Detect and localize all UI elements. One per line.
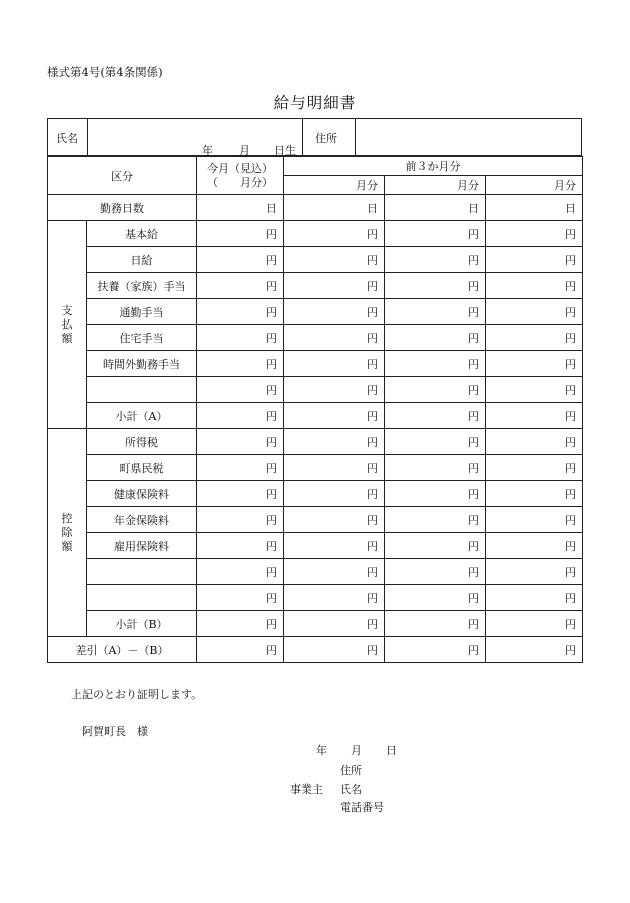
yen-cell: 円 xyxy=(284,611,385,637)
yen-cell: 円 xyxy=(486,273,583,299)
payment-item-label: 時間外勤務手当 xyxy=(87,351,197,377)
yen-cell: 円 xyxy=(486,455,583,481)
day-cell: 日 xyxy=(385,195,486,221)
yen-cell: 円 xyxy=(197,377,284,403)
yen-cell: 円 xyxy=(197,299,284,325)
net-label: 差引（A）－（B） xyxy=(48,637,197,663)
yen-cell: 円 xyxy=(385,221,486,247)
document-title: 給与明細書 xyxy=(273,94,357,112)
divider xyxy=(87,119,88,155)
deduction-item-label: 町県民税 xyxy=(87,455,197,481)
addressee: 阿賀町長 様 xyxy=(82,725,148,738)
deduction-row xyxy=(48,559,583,585)
yen-cell: 円 xyxy=(197,585,284,611)
yen-cell: 円 xyxy=(197,481,284,507)
deduction-group-label: 控除額 xyxy=(48,429,87,637)
payment-row xyxy=(48,325,583,351)
yen-cell: 円 xyxy=(197,637,284,663)
yen-cell: 円 xyxy=(197,351,284,377)
yen-cell: 円 xyxy=(486,351,583,377)
yen-cell: 円 xyxy=(197,533,284,559)
birth-day-label: 日生 xyxy=(274,144,296,157)
yen-cell: 円 xyxy=(385,585,486,611)
prev-months-header: 前３か月分 xyxy=(284,157,583,176)
divider xyxy=(355,119,356,155)
yen-cell: 円 xyxy=(197,273,284,299)
payment-item-label: 通勤手当 xyxy=(87,299,197,325)
payment-item-label: 基本給 xyxy=(87,221,197,247)
payment-row xyxy=(48,299,583,325)
deduction-item-label xyxy=(87,559,197,585)
yen-cell: 円 xyxy=(284,247,385,273)
yen-cell: 円 xyxy=(284,377,385,403)
yen-cell: 円 xyxy=(385,429,486,455)
payment-row xyxy=(48,403,583,429)
payment-row xyxy=(48,377,583,403)
employer-name-label: 氏名 xyxy=(340,783,362,796)
payment-item-label xyxy=(87,377,197,403)
yen-cell: 円 xyxy=(284,455,385,481)
yen-cell: 円 xyxy=(486,299,583,325)
divider xyxy=(302,119,303,155)
current-month-header: 今月（見込） （ 月分） xyxy=(197,157,284,195)
yen-cell: 円 xyxy=(385,533,486,559)
yen-cell: 円 xyxy=(284,559,385,585)
date-line: 年 月 日 xyxy=(316,744,397,757)
payment-row xyxy=(48,221,583,247)
yen-cell: 円 xyxy=(385,299,486,325)
yen-cell: 円 xyxy=(284,403,385,429)
certification-text: 上記のとおり証明します。 xyxy=(71,688,203,701)
yen-cell: 円 xyxy=(385,403,486,429)
yen-cell: 円 xyxy=(197,455,284,481)
day-cell: 日 xyxy=(486,195,583,221)
yen-cell: 円 xyxy=(197,559,284,585)
payment-item-label: 小計（A） xyxy=(87,403,197,429)
yen-cell: 円 xyxy=(385,559,486,585)
deduction-row xyxy=(48,611,583,637)
yen-cell: 円 xyxy=(486,247,583,273)
prev-month-2-header: 月分 xyxy=(385,176,486,195)
yen-cell: 円 xyxy=(197,325,284,351)
yen-cell: 円 xyxy=(197,403,284,429)
employer-address-label: 住所 xyxy=(340,764,362,777)
yen-cell: 円 xyxy=(385,377,486,403)
yen-cell: 円 xyxy=(385,507,486,533)
deduction-item-label: 健康保険料 xyxy=(87,481,197,507)
employer-tel-label: 電話番号 xyxy=(340,801,384,814)
yen-cell: 円 xyxy=(385,351,486,377)
payment-item-label: 住宅手当 xyxy=(87,325,197,351)
deduction-item-label: 所得税 xyxy=(87,429,197,455)
yen-cell: 円 xyxy=(385,455,486,481)
day-cell: 日 xyxy=(197,195,284,221)
deduction-row xyxy=(48,585,583,611)
deduction-item-label: 雇用保険料 xyxy=(87,533,197,559)
yen-cell: 円 xyxy=(197,611,284,637)
yen-cell: 円 xyxy=(197,429,284,455)
yen-cell: 円 xyxy=(486,481,583,507)
yen-cell: 円 xyxy=(385,325,486,351)
prev-month-1-header: 月分 xyxy=(284,176,385,195)
payment-row xyxy=(48,247,583,273)
yen-cell: 円 xyxy=(486,533,583,559)
deduction-item-label xyxy=(87,585,197,611)
deduction-row xyxy=(48,481,583,507)
deduction-item-label: 小計（B） xyxy=(87,611,197,637)
payment-item-label: 扶養（家族）手当 xyxy=(87,273,197,299)
yen-cell: 円 xyxy=(486,585,583,611)
deduction-row xyxy=(48,455,583,481)
yen-cell: 円 xyxy=(385,481,486,507)
yen-cell: 円 xyxy=(486,325,583,351)
payment-row xyxy=(48,273,583,299)
yen-cell: 円 xyxy=(486,377,583,403)
work-days-row xyxy=(48,195,583,221)
payment-row xyxy=(48,351,583,377)
yen-cell: 円 xyxy=(486,611,583,637)
birth-year-label: 年 xyxy=(202,144,213,157)
name-label: 氏名 xyxy=(56,132,78,145)
deduction-row xyxy=(48,507,583,533)
yen-cell: 円 xyxy=(284,481,385,507)
net-row xyxy=(48,637,583,663)
address-label: 住所 xyxy=(315,132,337,145)
yen-cell: 円 xyxy=(284,533,385,559)
day-cell: 日 xyxy=(284,195,385,221)
payment-item-label: 日給 xyxy=(87,247,197,273)
yen-cell: 円 xyxy=(197,507,284,533)
deduction-row xyxy=(48,533,583,559)
yen-cell: 円 xyxy=(284,325,385,351)
payment-group-label: 支払額 xyxy=(48,221,87,429)
yen-cell: 円 xyxy=(385,637,486,663)
yen-cell: 円 xyxy=(197,247,284,273)
yen-cell: 円 xyxy=(385,247,486,273)
yen-cell: 円 xyxy=(486,429,583,455)
work-days-label: 勤務日数 xyxy=(48,195,197,221)
yen-cell: 円 xyxy=(284,221,385,247)
yen-cell: 円 xyxy=(284,351,385,377)
yen-cell: 円 xyxy=(486,507,583,533)
category-header: 区分 xyxy=(48,157,197,195)
prev-month-3-header: 月分 xyxy=(486,176,583,195)
yen-cell: 円 xyxy=(284,507,385,533)
employer-label: 事業主 xyxy=(290,783,323,796)
deduction-row xyxy=(48,429,583,455)
yen-cell: 円 xyxy=(486,559,583,585)
yen-cell: 円 xyxy=(197,221,284,247)
yen-cell: 円 xyxy=(284,429,385,455)
yen-cell: 円 xyxy=(385,273,486,299)
yen-cell: 円 xyxy=(284,299,385,325)
birth-month-label: 月 xyxy=(239,144,250,157)
yen-cell: 円 xyxy=(284,637,385,663)
yen-cell: 円 xyxy=(385,611,486,637)
yen-cell: 円 xyxy=(486,221,583,247)
yen-cell: 円 xyxy=(486,403,583,429)
form-number: 様式第4号(第4条関係) xyxy=(47,65,163,79)
deduction-item-label: 年金保険料 xyxy=(87,507,197,533)
applicant-info-row xyxy=(47,118,582,156)
salary-table xyxy=(47,156,583,663)
yen-cell: 円 xyxy=(284,585,385,611)
yen-cell: 円 xyxy=(486,637,583,663)
yen-cell: 円 xyxy=(284,273,385,299)
